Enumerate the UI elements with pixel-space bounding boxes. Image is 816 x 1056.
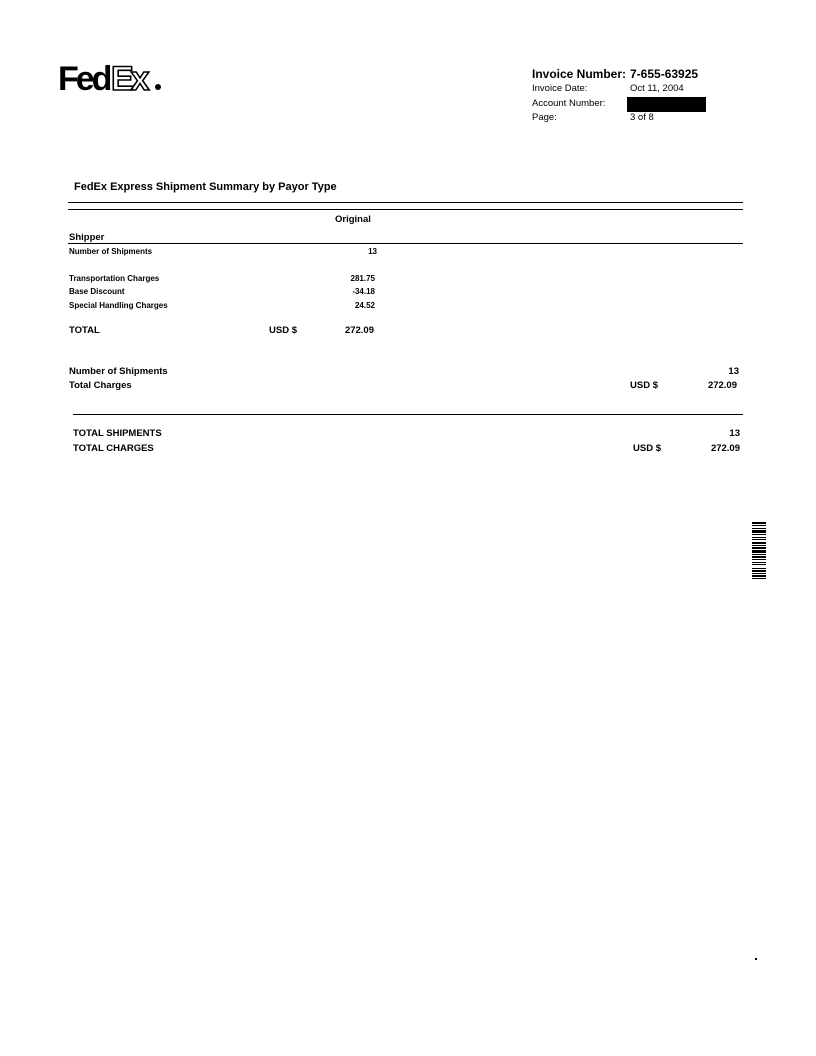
summary-shipments-value: 13	[728, 366, 739, 377]
charge-row-label: Transportation Charges	[69, 274, 160, 283]
grand-total-shipments-label: TOTAL SHIPMENTS	[73, 428, 162, 439]
svg-text:Fed: Fed	[58, 60, 110, 98]
divider-top-2	[68, 209, 743, 210]
page-label: Page:	[532, 112, 557, 123]
summary-charges-value: 272.09	[707, 380, 737, 391]
divider-shipper	[68, 243, 743, 244]
invoice-date-value: Oct 11, 2004	[630, 83, 684, 94]
charge-row-value: 24.52	[354, 301, 375, 310]
total-value: 272.09	[344, 325, 374, 336]
shipments-count-label: Number of Shipments	[69, 247, 153, 256]
fedex-logo	[58, 58, 168, 98]
account-number-redaction	[627, 97, 706, 112]
grand-total-charges-label: TOTAL CHARGES	[73, 443, 154, 454]
summary-charges-label: Total Charges	[69, 380, 132, 391]
grand-total-charges-currency: USD $	[633, 443, 661, 454]
account-number-label: Account Number:	[532, 98, 606, 109]
svg-text:Ex: Ex	[111, 60, 147, 98]
invoice-number-label: Invoice Number:	[532, 67, 627, 81]
invoice-number-value: 7-655-63925	[630, 67, 699, 81]
total-currency: USD $	[269, 325, 297, 336]
group-label-shipper: Shipper	[69, 232, 105, 243]
charge-row-value: -34.18	[352, 287, 375, 296]
page-number-value: 3 of 8	[630, 112, 654, 123]
charge-row-value: 281.75	[350, 274, 375, 283]
section-title: FedEx Express Shipment Summary by Payor Type	[74, 181, 337, 193]
total-label: TOTAL	[69, 325, 100, 336]
barcode-image	[752, 522, 766, 622]
invoice-date-label: Invoice Date:	[532, 83, 588, 94]
summary-shipments-label: Number of Shipments	[69, 366, 168, 377]
page-mark	[755, 958, 757, 960]
summary-charges-currency: USD $	[630, 380, 658, 391]
charge-row-label: Special Handling Charges	[69, 301, 168, 310]
divider-top-1	[68, 202, 743, 203]
divider-grand-total	[73, 414, 743, 415]
grand-total-charges-value: 272.09	[710, 443, 740, 454]
grand-total-shipments-value: 13	[729, 428, 740, 439]
charge-row-label: Base Discount	[69, 287, 125, 296]
column-header-original: Original	[335, 214, 371, 225]
shipments-count-value: 13	[368, 247, 377, 256]
